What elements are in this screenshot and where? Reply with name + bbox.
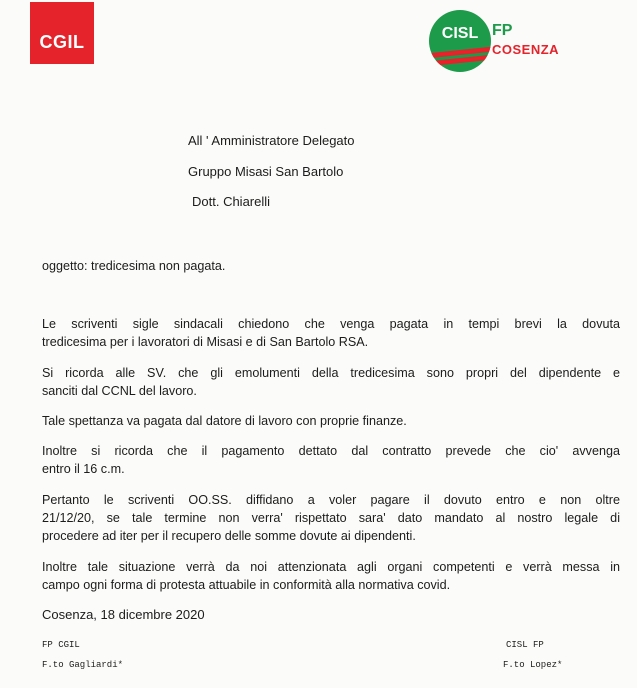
paragraph-4-line-2: entro il 16 c.m. (42, 462, 125, 476)
recipient-line-3: Dott. Chiarelli (192, 194, 271, 209)
paragraph-2-line-1: Si ricorda alle SV. che gli emolumenti della tredicesima sono propri del dipendente e (42, 366, 620, 380)
cisl-logo-city: COSENZA (492, 42, 560, 57)
date-line: Cosenza, 18 dicembre 2020 (42, 607, 205, 622)
paragraph-3-line-1: Tale spettanza va pagata dal datore di lavoro con proprie finanze. (42, 414, 407, 428)
paragraph-1-line-2: tredicesima per i lavoratori di Misasi e di San Bartolo RSA. (42, 335, 369, 349)
recipient-line-1: All ' Amministratore Delegato (188, 133, 355, 148)
cgil-logo-text: CGIL (39, 32, 85, 52)
paragraph-4-line-1: Inoltre si ricorda che il pagamento dettato dal contratto prevede che cio' avvenga (42, 444, 620, 458)
paragraph-6-line-1: Inoltre tale situazione verrà da noi attenzionata agli organi competenti e verrà messa in (42, 560, 620, 574)
cisl-fp-logo (429, 8, 579, 78)
paragraph-5-line-3: procedere ad iter per il recupero delle somme dovute ai dipendenti. (42, 529, 416, 543)
paragraph-1-line-1: Le scriventi sigle sindacali chiedono che venga pagata in tempi brevi la dovuta (42, 317, 620, 331)
subject-line: oggetto: tredicesima non pagata. (42, 259, 226, 273)
cisl-logo-circle (429, 10, 491, 72)
cgil-logo (30, 2, 94, 64)
paragraph-5-line-1: Pertanto le scriventi OO.SS. diffidano a voler pagare il dovuto entro e non oltre (42, 493, 620, 507)
paragraph-2-line-2: sanciti dal CCNL del lavoro. (42, 384, 197, 398)
signature-right-org: CISL FP (506, 640, 544, 650)
signature-left-org: FP CGIL (42, 640, 80, 650)
paragraph-5-line-2: 21/12/20, se tale termine non verra' rispettato sara' dato mandato al nostro legale di (42, 511, 620, 525)
cisl-logo-fp: FP (492, 22, 513, 39)
cisl-logo-text: CISL (441, 25, 479, 42)
recipient-line-2: Gruppo Misasi San Bartolo (188, 164, 344, 179)
paragraph-6-line-2: campo ogni forma di protesta attuabile in conformità alla normativa covid. (42, 578, 451, 592)
signature-right-name: F.to Lopez* (503, 660, 563, 670)
signature-left-name: F.to Gagliardi* (42, 660, 124, 670)
